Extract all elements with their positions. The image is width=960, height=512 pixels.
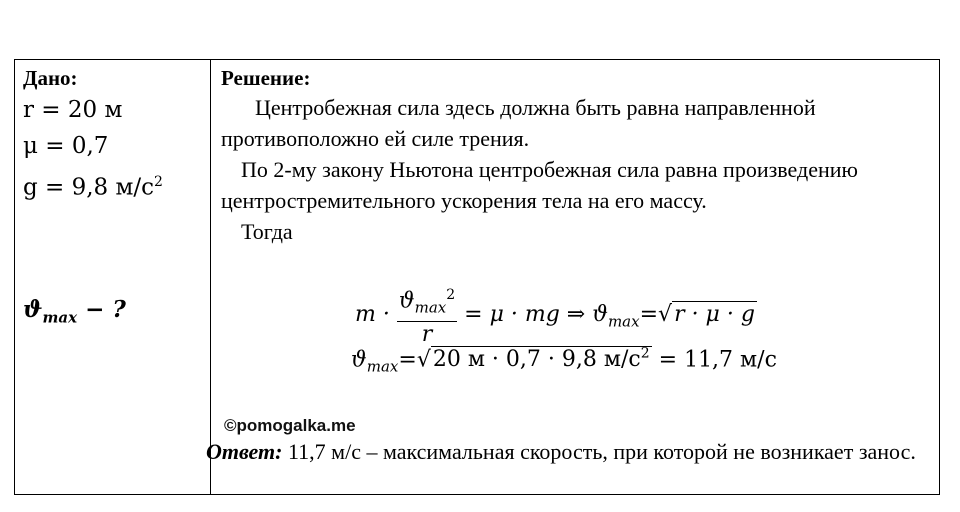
eq2-root: [431, 346, 652, 372]
unknown-quantity: [23, 296, 126, 327]
equation-2: [351, 346, 777, 376]
solution-paragraph-1: Центробежная сила здесь должна быть равна направленной противоположно ей силе трения.: [221, 95, 816, 151]
eq1-mass: m ·: [355, 301, 390, 327]
eq1-numerator: [397, 282, 457, 322]
unknown-subscript: max: [42, 308, 78, 327]
eq2-symbol: ϑ: [351, 347, 367, 373]
eq2-result: = 11,7 м/с: [658, 347, 777, 373]
eq1-root: r · μ · g: [674, 301, 755, 327]
eq2-radical: √: [416, 347, 431, 373]
eq1-num-exp: 2: [446, 287, 456, 303]
given-r: r = 20 м: [23, 97, 123, 123]
eq1-num-symbol: ϑ: [398, 288, 415, 314]
given-column: [23, 64, 203, 327]
eq1-den-text: r: [421, 321, 433, 347]
answer: [206, 437, 916, 466]
given-g: [23, 164, 203, 206]
given-header: Дано:: [23, 66, 78, 90]
answer-text: 11,7 м/с – максимальная скорость, при которой не возникает занос.: [282, 439, 916, 464]
given-mu: μ = 0,7: [23, 133, 109, 159]
eq1-radical: √: [658, 301, 673, 327]
solution-header: Решение:: [221, 66, 311, 90]
given-g-exp: 2: [154, 174, 163, 190]
given-g-text: g = 9,8 м/с: [23, 174, 155, 201]
unknown-symbol: ϑ: [23, 296, 43, 323]
column-divider: [210, 60, 211, 494]
eq1-denominator: [397, 322, 457, 348]
eq1-equals: =: [639, 301, 659, 327]
eq2-root-text: 20 м · 0,7 · 9,8 м/с: [432, 347, 641, 373]
eq1-fraction: [397, 282, 457, 348]
equation-1: [355, 282, 757, 348]
unknown-tail: − ?: [77, 296, 126, 323]
eq2-sub: max: [366, 357, 399, 376]
eq2-equals: =: [398, 347, 417, 373]
answer-label: Ответ:: [206, 439, 283, 464]
solution-column: [221, 64, 931, 247]
solution-table: [14, 59, 940, 495]
eq2-root-exp: 2: [640, 346, 650, 362]
solution-paragraph-3: Тогда: [241, 219, 293, 244]
eq1-mid-sub: max: [607, 312, 640, 331]
eq1-num-sub: max: [414, 298, 447, 317]
watermark: ©pomogalka.me: [224, 416, 356, 435]
solution-paragraph-2: По 2-му закону Ньютона центробежная сила равна произведению центростремительного ускорения тела на его массу.: [221, 157, 858, 213]
eq1-middle: = μ · mg ⇒ ϑ: [464, 301, 608, 327]
